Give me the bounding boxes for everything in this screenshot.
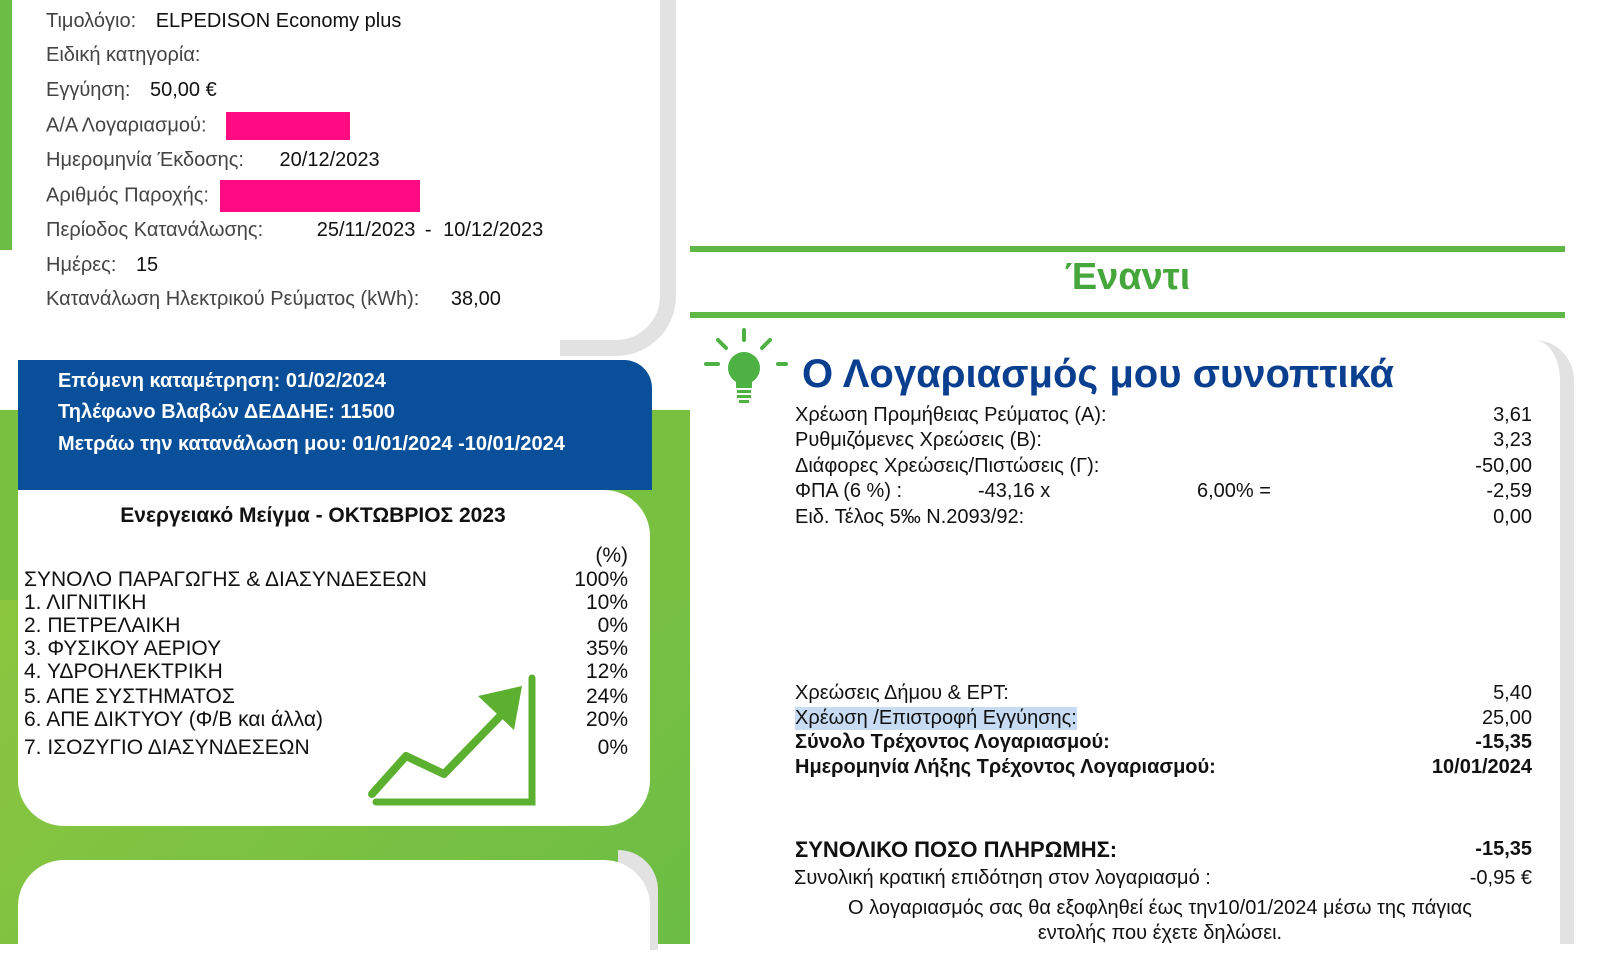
subsidy-value: -0,95 €: [1469, 867, 1532, 889]
due-date-value: 10/01/2024: [1431, 756, 1532, 778]
due-date-label: Ημερομηνία Λήξης Τρέχοντος Λογαριασμού:: [795, 756, 1216, 778]
supply-number-label: Αριθμός Παροχής:: [46, 184, 209, 207]
mix-row-value: 20%: [585, 708, 628, 731]
special-category-row: [46, 44, 200, 67]
summary-line-label: Διάφορες Χρεώσεις/Πιστώσεις (Γ):: [795, 455, 1100, 477]
consumption-period-row: [46, 219, 543, 242]
growth-chart-icon: [366, 670, 556, 810]
municipal-charges-label: Χρεώσεις Δήμου & ΕΡΤ:: [795, 682, 1009, 704]
mix-row-value: 35%: [585, 637, 628, 660]
energy-mix-title: Ενεργειακό Μείγμα - ΟΚΤΩΒΡΙΟΣ 2023: [120, 504, 506, 527]
summary-line-label: Ρυθμιζόμενες Χρεώσεις (Β):: [795, 429, 1042, 451]
guarantee-row: [46, 79, 217, 102]
vat-label: ΦΠΑ (6 %) :: [795, 480, 903, 502]
consumption-row: [46, 288, 501, 311]
special-fee-value: 0,00: [1493, 506, 1532, 528]
tariff-value: ELPEDISON Economy plus: [155, 10, 402, 32]
days-row: [46, 254, 158, 277]
mix-row-value: 0%: [597, 614, 628, 637]
subsidy-label: Συνολική κρατική επιδότηση στον λογαριασμό :: [794, 867, 1211, 889]
mix-row-value: 24%: [585, 685, 628, 708]
summary-line-value: -50,00: [1475, 455, 1532, 477]
green-side-strip: [0, 0, 12, 250]
days-value: 15: [135, 254, 159, 276]
issue-date-row: [46, 149, 380, 172]
vat-rate: 6,00% =: [1197, 480, 1271, 502]
vat-value: -2,59: [1486, 480, 1532, 502]
meter-info-banner: [18, 360, 652, 490]
mix-row-value: 0%: [597, 736, 628, 759]
mix-row-value: 100%: [574, 568, 628, 591]
consumption-label: Κατανάλωση Ηλεκτρικού Ρεύματος (kWh):: [46, 288, 420, 310]
account-number-row: [46, 112, 350, 140]
period-to: 10/12/2023: [443, 219, 544, 241]
tariff-row: [46, 10, 401, 33]
consumption-value: 38,00: [450, 288, 501, 310]
mix-row-label: 6. ΑΠΕ ΔΙΚΤΥΟΥ (Φ/Β και άλλα): [24, 708, 323, 731]
mix-row-label: 1. ΛΙΓΝΙΤΙΚΗ: [24, 591, 147, 614]
mix-row-label: 5. ΑΠΕ ΣΥΣΤΗΜΑΤΟΣ: [24, 685, 235, 708]
guarantee-value: 50,00 €: [150, 79, 217, 101]
current-total-label: Σύνολο Τρέχοντος Λογαριασμού:: [795, 731, 1110, 753]
divider-top: [690, 246, 1565, 252]
mix-row-value: 10%: [585, 591, 628, 614]
mix-row-label: 7. ΙΣΟΖΥΓΙΟ ΔΙΑΣΥΝΔΕΣΕΩΝ: [24, 736, 310, 759]
guarantee-label: Εγγύηση:: [46, 79, 131, 101]
days-label: Ημέρες:: [46, 254, 117, 276]
special-fee-label: Ειδ. Τέλος 5‰ Ν.2093/92:: [795, 506, 1025, 528]
period-from: 25/11/2023: [316, 219, 416, 241]
period-separator: -: [424, 219, 432, 241]
special-category-label: Ειδική κατηγορία:: [46, 44, 201, 66]
tariff-label: Τιμολόγιο:: [46, 10, 137, 32]
municipal-charges-value: 5,40: [1493, 682, 1532, 704]
summary-line-label: Χρέωση Προμήθειας Ρεύματος (Α):: [795, 404, 1107, 426]
issue-date-label: Ημερομηνία Έκδοσης:: [46, 149, 244, 171]
energy-mix-unit-header: (%): [595, 544, 628, 567]
bottom-card: [18, 860, 650, 980]
redacted-supply-number: [220, 180, 420, 212]
next-reading-text: Επόμενη καταμέτρηση: 01/02/2024: [58, 370, 386, 392]
grand-total-value: -15,35: [1475, 838, 1532, 860]
payment-note-line-2: εντολής που έχετε δηλώσει.: [1037, 922, 1283, 944]
supply-number-row: [46, 180, 420, 212]
mix-row-label: 3. ΦΥΣΙΚΟΥ ΑΕΡΙΟΥ: [24, 637, 222, 660]
issue-date-value: 20/12/2023: [279, 149, 380, 171]
fault-phone-text: Τηλέφωνο Βλαβών ΔΕΔΔΗΕ: 11500: [58, 401, 395, 423]
vat-base: -43,16 x: [978, 480, 1051, 502]
self-reading-text: Μετράω την κατανάλωση μου: 01/01/2024 -10/01/2024: [58, 433, 565, 455]
mix-row-label: 2. ΠΕΤΡΕΛΑΙΚΗ: [24, 614, 181, 637]
period-label: Περίοδος Κατανάλωσης:: [46, 219, 264, 241]
summary-line-value: 3,61: [1493, 404, 1532, 426]
guarantee-return-value: 25,00: [1481, 707, 1532, 729]
summary-line-value: 3,23: [1493, 429, 1532, 451]
energy-mix-card: [18, 490, 650, 826]
divider-bottom: [690, 312, 1565, 318]
grand-total-label: ΣΥΝΟΛΙΚΟ ΠΟΣΟ ΠΛΗΡΩΜΗΣ:: [795, 837, 1118, 862]
mix-row-label: 4. ΥΔΡΟΗΛΕΚΤΡΙΚΗ: [24, 660, 223, 683]
current-total-value: -15,35: [1475, 731, 1532, 753]
mix-row-value: 12%: [585, 660, 628, 683]
mix-row-label: ΣΥΝΟΛΟ ΠΑΡΑΓΩΓΗΣ & ΔΙΑΣΥΝΔΕΣΕΩΝ: [24, 568, 427, 591]
bill-info-card: [12, 0, 652, 335]
guarantee-return-label[interactable]: Χρέωση /Επιστροφή Εγγύησης:: [795, 707, 1077, 729]
account-number-label: Α/Α Λογαριασμού:: [46, 114, 207, 137]
lightbulb-icon: [700, 326, 792, 408]
on-account-heading: Έναντι: [1064, 256, 1191, 298]
redacted-account-number: [226, 112, 350, 140]
summary-title: Ο Λογαριασμός μου συνοπτικά: [802, 352, 1394, 396]
payment-note-line-1: Ο λογαριασμός σας θα εξοφληθεί έως την10/01/2024 μέσω της πάγιας: [848, 897, 1472, 919]
